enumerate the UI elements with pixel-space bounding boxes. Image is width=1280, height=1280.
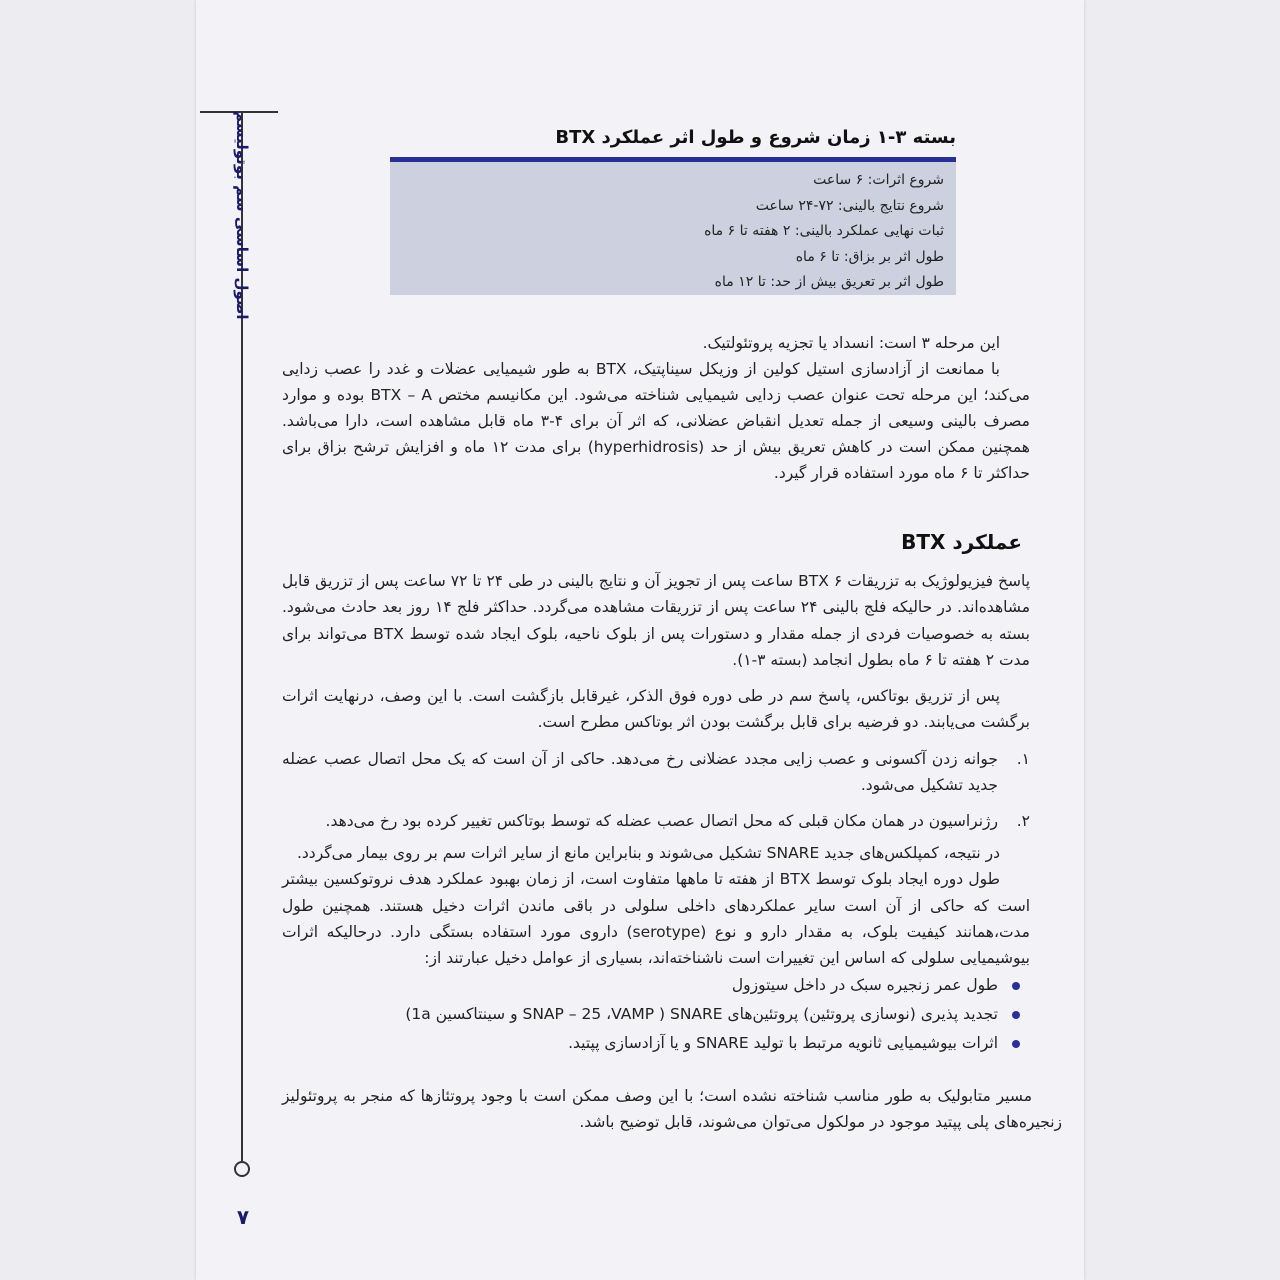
closing-text	[282, 1083, 1062, 1136]
info-box	[390, 162, 956, 295]
section-paragraph-1: پاسخ فیزیولوژیک به تزریقات BTX ۶ ساعت پس از تجویز آن و نتایج بالینی در طی ۲۴ تا ۷۲ ساعت پس از تزریق قابل مشاهده‌اند. در حالیکه فلج بالینی ۲۴ ساعت پس از تزریقات مشاهده می‌گردد. حداکثر فلج ۱۴ روز بعد حادث می‌شود. بسته به خصوصیات فردی از جمله مقدار و دستورات پس از بلوک ناحیه، بلوک ایجاد شده توسط BTX می‌تواند برای مدت ۲ هفته تا ۶ ماه بطول انجامد (بسته ۳-۱).	[282, 572, 1031, 669]
list-text: جوانه زدن آکسونی و عصب زایی مجدد عضلانی رخ می‌دهد. حاکی از آن است که یک محل اتصال عصب عضله جدید تشکیل می‌شود.	[282, 749, 998, 795]
section-paragraph-5: مسیر متابولیک به طور مناسب شناخته نشده است؛ با این وصف ممکن است با وجود پروتئازها که منجر به پروتئولیز زنجیره‌های پلی پپتید موجود در مولکول می‌توان می‌شوند، قابل توضیح باشد.	[282, 1087, 1062, 1132]
background-left	[0, 0, 196, 1280]
background-right	[1084, 0, 1280, 1280]
section-heading: عملکرد BTX	[901, 530, 1022, 554]
intro-text	[282, 330, 1030, 486]
box-line-onset-effects: شروع اثرات: ۶ ساعت	[813, 172, 944, 188]
list-item	[282, 971, 1030, 1000]
list-text: اثرات بیوشیمیایی ثانویه مرتبط با تولید SNARE و یا آزادسازی پپتید.	[568, 1034, 998, 1053]
list-item	[282, 808, 1030, 834]
bullet-dot-icon	[1012, 982, 1020, 990]
list-number: ۲.	[1016, 812, 1030, 831]
running-head: اصول اساسی سم بوتولیسم	[233, 111, 251, 320]
box-line-saliva-duration: طول اثر بر بزاق: تا ۶ ماه	[795, 248, 944, 265]
box-line-clinical-stability: ثبات نهایی عملکرد بالینی: ۲ هفته تا ۶ ماه	[704, 223, 944, 239]
margin-rule-end-circle	[234, 1161, 250, 1177]
section-paragraph-4: طول دوره ایجاد بلوک توسط BTX از هفته تا ماهها متفاوت است، از زمان بهبود عملکرد هدف نروتوکسین بیشتر است که حاکی از آن است سایر عملکردهای داخلی سلولی در باقی ماندن اثرات دخیل هستند. همچنین طول مدت،همانند کیفیت بلوک، به مقدار دارو و نوع (serotype) داروی مورد استفاده بستگی دارد. درحالیکه اثرات بیوشیمیایی سلولی که اساس این تغییرات است ناشناخته‌اند، بسیاری از عوامل دخیل عبارتند از:	[282, 870, 1030, 968]
section-text-continued	[282, 840, 1030, 1058]
page-number: ۷	[236, 1205, 250, 1229]
section-text	[282, 568, 1030, 845]
factor-list	[282, 971, 1030, 1058]
list-text: طول عمر زنجیره سبک در داخل سیتوزول	[731, 976, 998, 995]
list-text: رژنراسیون در همان مکان قبلی که محل اتصال عصب عضله که توسط بوتاکس تغییر کرده بود رخ می‌دهد.	[325, 812, 998, 831]
intro-paragraph-1: این مرحله ۳ است: انسداد یا تجزیه پروتئولتیک.	[702, 334, 1000, 352]
list-item	[282, 1029, 1030, 1058]
section-paragraph-3: در نتیجه، کمپلکس‌های جدید SNARE تشکیل می‌شوند و بنابراین مانع از سایر اثرات سم بر روی بیمار می‌گردد.	[296, 844, 1000, 862]
box-title: بسته ۳-۱ زمان شروع و طول اثر عملکرد BTX	[555, 127, 956, 148]
bullet-dot-icon	[1012, 1011, 1020, 1019]
intro-paragraph-2: با ممانعت از آزادسازی استیل کولین از وزیکل سیناپتیک، BTX به طور شیمیایی عضلات و غدد را عصب زدایی می‌کند؛ این مرحله تحت عنوان عصب زدایی شیمیایی شناخته می‌شود. این مکانیسم مختص BTX – A بوده و موارد مصرف بالینی وسیعی از جمله تعدیل انقباض عضلانی، که اثر آن برای ۴-۳ ماه قابل مشاهده است، دارا می‌باشد. همچنین ممکن است در کاهش تعریق بیش از حد (hyperhidrosis) برای مدت ۱۲ ماه و افزایش ترشح بزاق برای حداکثر تا ۶ ماه مورد استفاده قرار گیرد.	[282, 360, 1030, 482]
list-item	[282, 1000, 1030, 1029]
hypothesis-list	[282, 746, 1030, 835]
section-paragraph-2: پس از تزریق بوتاکس، پاسخ سم در طی دوره فوق الذکر، غیرقابل بازگشت است. با این وصف، درنهایت اثرات برگشت می‌یابند. دو فرضیه برای قابل برگشت بودن اثر بوتاکس مطرح است.	[282, 687, 1030, 732]
list-item	[282, 746, 1030, 799]
list-number: ۱.	[1016, 749, 1030, 768]
box-line-sweating-duration: طول اثر بر تعریق بیش از حد: تا ۱۲ ماه	[714, 274, 944, 290]
bullet-dot-icon	[1012, 1040, 1020, 1048]
box-line-onset-clinical: شروع نتایج بالینی: ۷۲-۲۴ ساعت	[755, 197, 944, 214]
list-text: تجدید پذیری (نوسازی پروتئین) پروتئین‌های SNARE ( SNAP – 25 ،VAMP و سینتاکسین 1a)	[405, 1005, 998, 1024]
